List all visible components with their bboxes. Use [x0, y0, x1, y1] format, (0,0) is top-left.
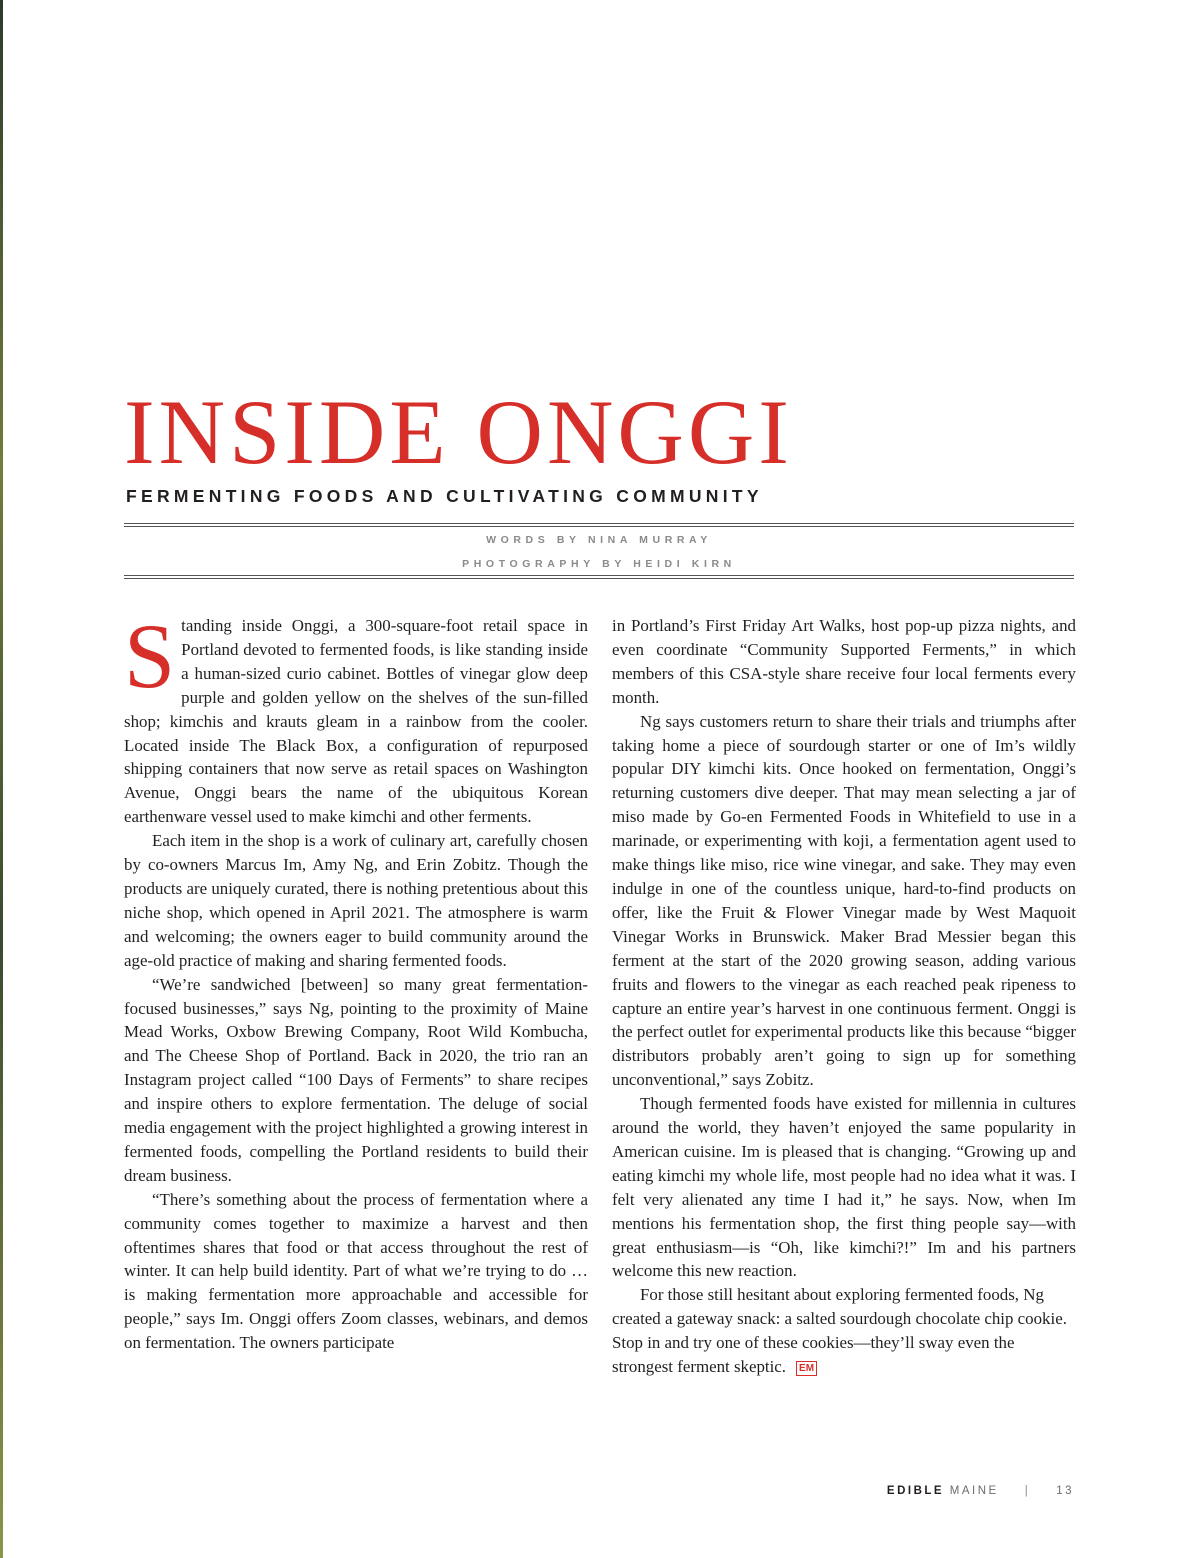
paragraph-text: For those still hesitant about exploring fermented foods, Ng created a gateway snack: a salted sourdough chocolate chip cookie. Stop in and try one of these cookies—they’ll sway even the strongest ferment skeptic. — [612, 1285, 1067, 1377]
drop-cap: S — [124, 605, 176, 707]
article-column-right — [612, 614, 1076, 1379]
paragraph: in Portland’s First Friday Art Walks, host pop-up pizza nights, and even coordinate “Community Supported Ferments,” in which members of this CSA-style share receive four local ferments every month. — [612, 616, 1076, 707]
article-subtitle: FERMENTING FOODS AND CULTIVATING COMMUNITY — [126, 486, 763, 506]
paragraph — [612, 1283, 1076, 1379]
top-divider — [124, 523, 1074, 527]
article-title: INSIDE ONGGI — [124, 381, 793, 483]
paragraph: Ng says customers return to share their trials and triumphs after taking home a piece of sourdough starter or one of Im’s wildly popular DIY kimchi kits. Once hooked on fermentation, Onggi’s returning customers dive deeper. That may mean selecting a jar of miso made by Go-en Fermented Foods in Whitefield to use in a marinade, or experimenting with koji, a fermentation agent used to make things like miso, rice wine vinegar, and sake. They may even indulge in one of the countless unique, hard-to-find products on offer, like the Fruit & Flower Vinegar made by West Maquoit Vinegar Works in Brunswick. Maker Brad Messier began this ferment at the start of the 2020 growing season, adding various fruits and flowers to the vinegar as each reached peak ripeness to capture an entire year’s harvest in one continuous ferment. Onggi is the perfect outlet for experimental products like this because “bigger distributors probably aren’t going to sign up for something unconventional,” says Zobitz. — [612, 711, 1076, 1090]
footer-separator: | — [1024, 1485, 1031, 1497]
page-footer — [887, 1485, 1074, 1497]
page-edge-strip — [0, 0, 3, 1558]
paragraph: Though fermented foods have existed for millennia in cultures around the world, they haven’t enjoyed the same popularity in American cuisine. Im is pleased that is changing. “Growing up and eating kimchi my whole life, most people had no idea what it was. I felt very alienated any time I had it,” he says. Now, when Im mentions his fermentation shop, the first thing people say—with great enthusiasm—is “Oh, like kimchi?!” Im and his partners welcome this new reaction. — [612, 1094, 1076, 1281]
paragraph: “We’re sandwiched [between] so many great fermentation-focused businesses,” says Ng, pointing to the proximity of Maine Mead Works, Oxbow Brewing Company, Root Wild Kombucha, and The Cheese Shop of Portland. Back in 2020, the trio ran an Instagram project called “100 Days of Ferments” to share recipes and inspire others to explore fermentation. The deluge of social media engagement with the project highlighted a growing interest in fermented foods, compelling the Portland residents to build their dream business. — [124, 974, 588, 1185]
paragraph: “There’s something about the process of fermentation where a community comes together to maximize a harvest and then oftentimes shares that food or that access throughout the rest of winter. It can help build identity. Part of what we’re trying to do … is making fermentation more approachable and accessible for people,” says Im. Onggi offers Zoom classes, webinars, and demos on fermentation. The owners participate — [124, 1189, 588, 1353]
magazine-name-bold: EDIBLE — [886, 1485, 945, 1497]
article-column-left — [124, 605, 588, 1355]
magazine-name-light: MAINE — [949, 1485, 999, 1497]
paragraph: Each item in the shop is a work of culinary art, carefully chosen by co-owners Marcus Im, Amy Ng, and Erin Zobitz. Though the products are uniquely curated, there is nothing pretentious about this niche shop, which opened in April 2021. The atmosphere is warm and welcoming; the owners eager to build community around the age-old practice of making and sharing fermented foods. — [124, 831, 588, 970]
words-credit: WORDS BY NINA MURRAY — [486, 534, 712, 546]
bottom-divider — [124, 575, 1074, 579]
end-mark-logo: EM — [796, 1361, 817, 1376]
photography-credit: PHOTOGRAPHY BY HEIDI KIRN — [462, 558, 736, 570]
paragraph-text: tanding inside Onggi, a 300-square-foot retail space in Portland devoted to fermented foods, is like standing inside a human-sized curio cabinet. Bottles of vinegar glow deep purple and golden yellow on the shelves of the sun-filled shop; kimchis and krauts gleam in a rainbow from the cooler. Located inside The Black Box, a configuration of repurposed shipping containers that now serve as retail spaces on Washington Avenue, Onggi bears the name of the ubiquitous Korean earthenware vessel used to make kimchi and other ferments. — [124, 616, 588, 827]
page-number: 13 — [1056, 1485, 1074, 1497]
paragraph — [124, 605, 588, 829]
